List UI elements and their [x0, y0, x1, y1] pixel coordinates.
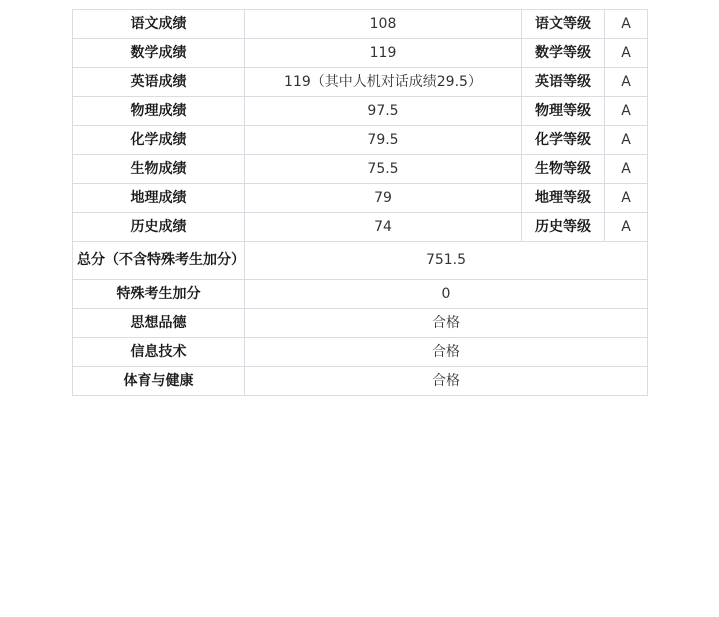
subject-name: 生物成绩: [73, 155, 245, 184]
level-label: 生物等级: [522, 155, 605, 184]
summary-label: 特殊考生加分: [73, 280, 245, 309]
level-value: A: [605, 213, 648, 242]
level-label: 化学等级: [522, 126, 605, 155]
table-row: [73, 242, 648, 280]
subject-score: 119: [245, 39, 522, 68]
table-row: [73, 155, 648, 184]
summary-value: 合格: [245, 309, 648, 338]
subject-score: 79: [245, 184, 522, 213]
summary-value: 合格: [245, 367, 648, 396]
subject-score: 119（其中人机对话成绩29.5）: [245, 68, 522, 97]
level-label: 地理等级: [522, 184, 605, 213]
level-label: 数学等级: [522, 39, 605, 68]
summary-label: 思想品德: [73, 309, 245, 338]
subject-name: 物理成绩: [73, 97, 245, 126]
level-value: A: [605, 10, 648, 39]
level-value: A: [605, 184, 648, 213]
level-value: A: [605, 126, 648, 155]
level-value: A: [605, 97, 648, 126]
table-row: [73, 184, 648, 213]
level-value: A: [605, 68, 648, 97]
summary-label: 体育与健康: [73, 367, 245, 396]
subject-name: 地理成绩: [73, 184, 245, 213]
summary-value: 751.5: [245, 242, 648, 280]
subject-name: 语文成绩: [73, 10, 245, 39]
table-row: [73, 367, 648, 396]
subject-name: 数学成绩: [73, 39, 245, 68]
subject-score: 79.5: [245, 126, 522, 155]
level-value: A: [605, 39, 648, 68]
summary-label: 信息技术: [73, 338, 245, 367]
level-label: 语文等级: [522, 10, 605, 39]
subject-name: 历史成绩: [73, 213, 245, 242]
summary-value: 合格: [245, 338, 648, 367]
subject-name: 英语成绩: [73, 68, 245, 97]
subject-score: 74: [245, 213, 522, 242]
score-table: [72, 9, 648, 396]
table-row: [73, 97, 648, 126]
subject-score: 75.5: [245, 155, 522, 184]
summary-value: 0: [245, 280, 648, 309]
table-row: [73, 309, 648, 338]
subject-name: 化学成绩: [73, 126, 245, 155]
summary-label: 总分（不含特殊考生加分）: [73, 242, 245, 280]
table-row: [73, 213, 648, 242]
level-label: 历史等级: [522, 213, 605, 242]
table-row: [73, 338, 648, 367]
table-row: [73, 39, 648, 68]
level-label: 物理等级: [522, 97, 605, 126]
level-value: A: [605, 155, 648, 184]
level-label: 英语等级: [522, 68, 605, 97]
table-row: [73, 126, 648, 155]
table-row: [73, 10, 648, 39]
subject-score: 108: [245, 10, 522, 39]
table-row: [73, 68, 648, 97]
subject-score: 97.5: [245, 97, 522, 126]
table-row: [73, 280, 648, 309]
